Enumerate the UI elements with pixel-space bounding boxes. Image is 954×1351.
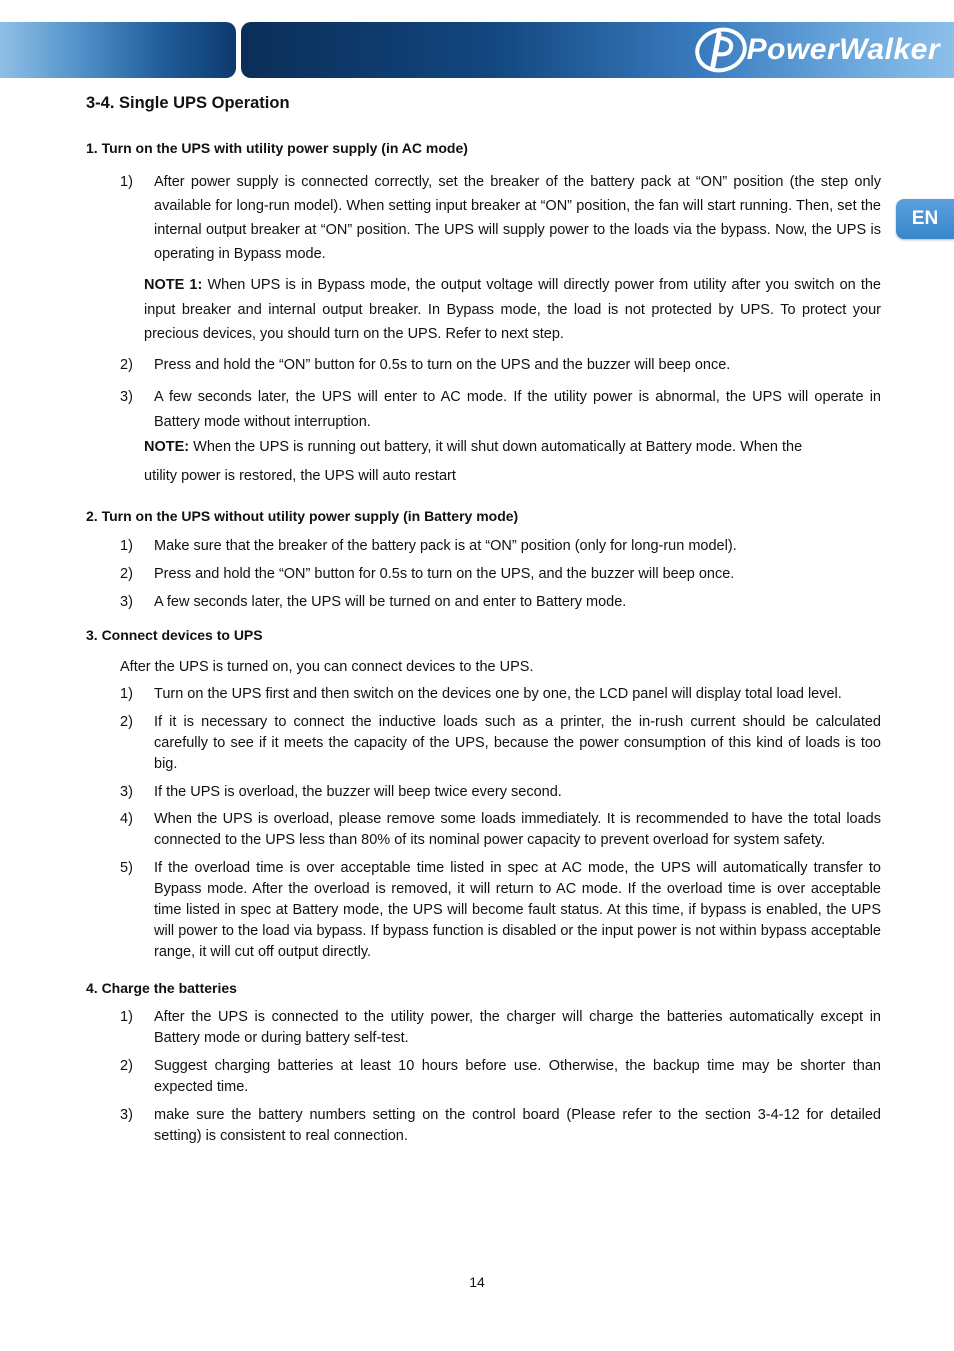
- list-number: 1): [120, 537, 133, 554]
- note-2: [86, 435, 881, 459]
- list-item: [86, 590, 881, 614]
- list-text: Press and hold the “ON” button for 0.5s to turn on the UPS, and the buzzer will beep once.: [154, 565, 735, 582]
- list-number: 1): [120, 1008, 133, 1025]
- powerwalker-logo-icon: [691, 26, 751, 74]
- list-text: A few seconds later, the UPS will enter to AC mode. If the utility power is abnormal, the UPS will operate in Battery mode without interruption.: [154, 388, 881, 430]
- list-number: 5): [120, 859, 133, 876]
- page-number: 14: [469, 1274, 485, 1290]
- list-item: [86, 170, 881, 266]
- list-text: A few seconds later, the UPS will be turned on and enter to Battery mode.: [154, 593, 627, 610]
- list-number: 2): [120, 565, 133, 582]
- list-number: 1): [120, 685, 133, 702]
- list-text: Turn on the UPS first and then switch on the devices one by one, the LCD panel will display total load level.: [154, 685, 842, 702]
- note-text: When the UPS is running out battery, it will shut down automatically at Battery mode. When the: [189, 438, 803, 455]
- list-number: 3): [120, 593, 133, 610]
- list-number: 4): [120, 810, 133, 827]
- list-number: 1): [120, 174, 133, 190]
- list-number: 2): [120, 1057, 133, 1074]
- subsection-title-connect-devices: 3. Connect devices to UPS: [86, 626, 263, 643]
- list-item: [86, 353, 881, 377]
- header-right-bar: [241, 22, 954, 78]
- list-text: make sure the battery numbers setting on the control board (Please refer to the section 3-4-12 for detailed setting) is consistent to real connection.: [154, 1106, 881, 1144]
- list-item: [86, 534, 881, 558]
- header-band: [0, 22, 954, 78]
- list-text: After the UPS is connected to the utility power, the charger will charge the batteries automatically except in Battery mode or during battery self-test.: [154, 1008, 881, 1046]
- language-tab-en[interactable]: EN: [896, 199, 954, 239]
- note-label: NOTE:: [144, 438, 190, 455]
- list-item: [86, 682, 881, 706]
- list-number: 3): [120, 388, 133, 405]
- note-text: When UPS is in Bypass mode, the output voltage will directly power from utility after you switch on the input breaker and internal output breaker. In Bypass mode, the load is not protected by UPS. To protect your precious devices, you should turn on the UPS. Refer to next step.: [144, 277, 881, 342]
- list-item: [86, 385, 881, 435]
- list-text: Suggest charging batteries at least 10 hours before use. Otherwise, the backup time may be shorter than expected time.: [154, 1057, 881, 1095]
- list-item: [86, 858, 881, 963]
- list-item: [86, 712, 881, 775]
- list-text: When the UPS is overload, please remove some loads immediately. It is recommended to have the total loads connected to the UPS less than 80% of its nominal power capacity to prevent overload for system safety.: [154, 810, 881, 848]
- note-label: NOTE 1:: [144, 277, 203, 293]
- list-text: Make sure that the breaker of the battery pack is at “ON” position (only for long-run model).: [154, 537, 737, 554]
- list-text: If the overload time is over acceptable time listed in spec at AC mode, the UPS will automatically transfer to Bypass mode. After the overload is removed, it will return to AC mode. If the overload time is over acceptable time listed in spec at Battery mode, the UPS will become fault status. At this time, if bypass is enabled, the UPS will power to the load via bypass. If bypass function is disabled or the input power is not within bypass acceptable range, it will cut off output directly.: [154, 859, 881, 960]
- note-1: [86, 273, 881, 347]
- list-item: [86, 809, 881, 851]
- subsection-title-battery-mode: 2. Turn on the UPS without utility power supply (in Battery mode): [86, 507, 519, 524]
- section-title: 3-4. Single UPS Operation: [86, 94, 290, 112]
- header-left-bar: [0, 22, 236, 78]
- intro-text: After the UPS is turned on, you can connect devices to the UPS.: [120, 658, 534, 675]
- list-item: [86, 1056, 881, 1098]
- note-2-continued: utility power is restored, the UPS will auto restart: [144, 467, 456, 484]
- subsection-title-ac-mode: 1. Turn on the UPS with utility power supply (in AC mode): [86, 140, 468, 156]
- page-content: [86, 94, 881, 1147]
- list-item: [86, 780, 881, 804]
- list-text: After power supply is connected correctly, set the breaker of the battery pack at “ON” position (the step only available for long-run model). When setting input breaker at “ON” position, the fan will start running. Then, set the internal output breaker at “ON” position. The UPS will supply power to the loads via the bypass. Now, the UPS is operating in Bypass mode.: [154, 174, 881, 262]
- list-text: If it is necessary to connect the inductive loads such as a printer, the in-rush current should be calculated carefully to see if it meets the capacity of the UPS, because the power consumption of this kind of loads is too big.: [154, 713, 881, 772]
- list-number: 3): [120, 783, 133, 800]
- list-item: [86, 1007, 881, 1049]
- brand-logo: [691, 26, 940, 74]
- subsection-title-charge-batteries: 4. Charge the batteries: [86, 979, 237, 996]
- list-text: Press and hold the “ON” button for 0.5s to turn on the UPS and the buzzer will beep once.: [154, 356, 731, 373]
- list-number: 2): [120, 356, 133, 373]
- list-item: [86, 1105, 881, 1147]
- list-number: 3): [120, 1106, 133, 1123]
- list-item: [86, 562, 881, 586]
- brand-name: PowerWalker: [746, 33, 940, 66]
- list-text: If the UPS is overload, the buzzer will beep twice every second.: [154, 783, 562, 800]
- list-number: 2): [120, 713, 133, 730]
